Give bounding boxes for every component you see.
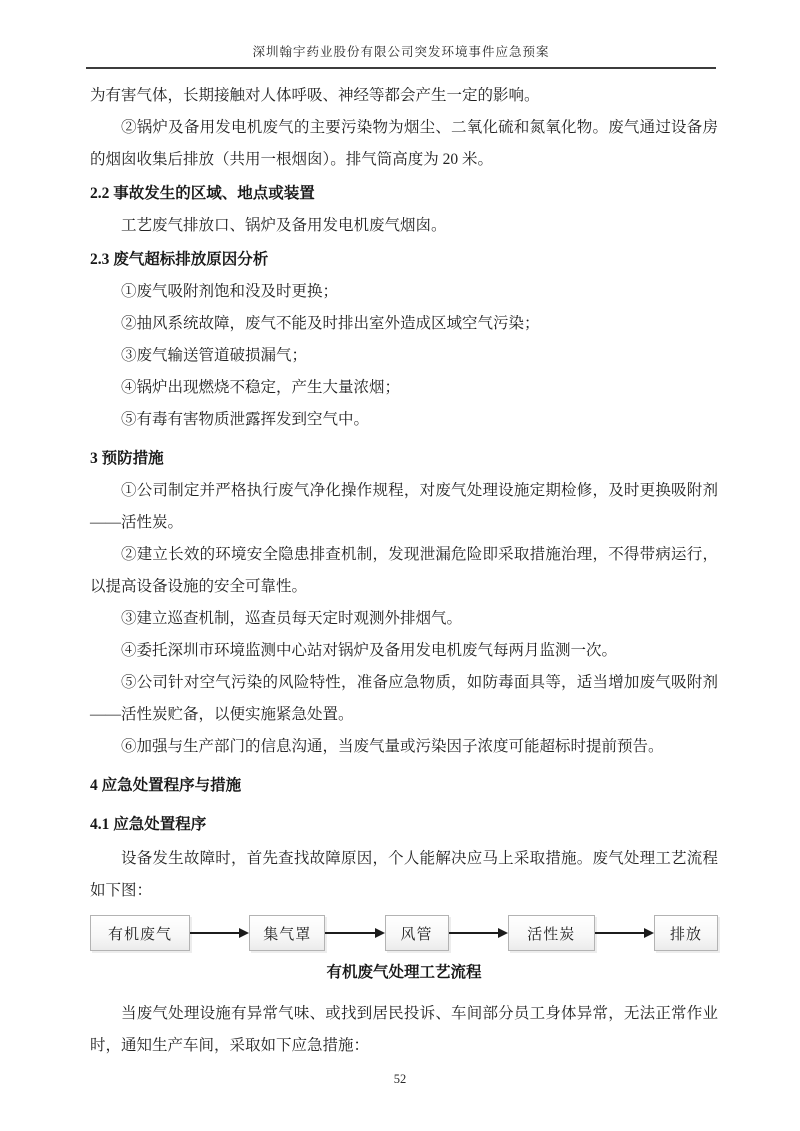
page-number: 52 bbox=[393, 1072, 407, 1086]
list-item: ②抽风系统故障，废气不能及时排出室外造成区域空气污染； bbox=[121, 315, 540, 332]
list-item: ③建立巡查机制，巡查员每天定时观测外排烟气。 bbox=[121, 610, 463, 627]
cause-list bbox=[90, 276, 718, 436]
heading-2-2: 2.2 事故发生的区域、地点或装置 bbox=[90, 185, 315, 202]
paragraph-4-1: 设备发生故障时，首先查找故障原因，个人能解决应马上采取措施。废气处理工艺流程如下图： bbox=[90, 850, 718, 899]
flow-diagram-caption: 有机废气处理工艺流程 bbox=[326, 964, 482, 981]
paragraph-final: 当废气处理设施有异常气味、或找到居民投诉、车间部分员工身体异常，无法正常作业时，通知生产车间，采取如下应急措施： bbox=[90, 1005, 718, 1054]
flow-arrow-icon bbox=[595, 928, 654, 938]
list-item: ④委托深圳市环境监测中心站对锅炉及备用发电机废气每两月监测一次。 bbox=[121, 642, 618, 659]
heading-4: 4 应急处置程序与措施 bbox=[90, 777, 242, 794]
flow-step-box: 排放 bbox=[654, 915, 718, 951]
heading-4-1: 4.1 应急处置程序 bbox=[90, 816, 207, 833]
list-item: ⑤有毒有害物质泄露挥发到空气中。 bbox=[121, 411, 370, 428]
list-item: ②建立长效的环境安全隐患排查机制，发现泄漏危险即采取措施治理，不得带病运行，以提高设备设施的安全可靠性。 bbox=[90, 546, 718, 595]
flow-step-box: 风管 bbox=[385, 915, 449, 951]
prevention-list bbox=[90, 475, 718, 763]
flow-step-box: 活性炭 bbox=[508, 915, 595, 951]
running-header bbox=[86, 0, 716, 69]
heading-3: 3 预防措施 bbox=[90, 450, 164, 467]
flow-arrow-icon bbox=[449, 928, 508, 938]
list-item: ⑥加强与生产部门的信息沟通，当废气量或污染因子浓度可能超标时提前预告。 bbox=[121, 738, 664, 755]
flow-step-box: 集气罩 bbox=[249, 915, 325, 951]
list-item: ①废气吸附剂饱和没及时更换； bbox=[121, 283, 339, 300]
document-title: 深圳翰宇药业股份有限公司突发环境事件应急预案 bbox=[252, 45, 550, 59]
document-body bbox=[0, 80, 800, 1062]
flow-step-box: 有机废气 bbox=[90, 915, 190, 951]
list-item: ①公司制定并严格执行废气净化操作规程，对废气处理设施定期检修，及时更换吸附剂——活性炭。 bbox=[90, 482, 718, 531]
heading-2-3: 2.3 废气超标排放原因分析 bbox=[90, 251, 269, 268]
paragraph-2-2: 工艺废气排放口、锅炉及备用发电机废气烟囱。 bbox=[121, 217, 447, 234]
list-item: ⑤公司针对空气污染的风险特性，准备应急物质，如防毒面具等，适当增加废气吸附剂——活性炭贮备，以便实施紧急处置。 bbox=[90, 674, 718, 723]
flow-arrow-icon bbox=[190, 928, 249, 938]
list-item: ③废气输送管道破损漏气； bbox=[121, 347, 308, 364]
process-flow-diagram bbox=[90, 914, 718, 952]
page-footer bbox=[0, 1072, 800, 1087]
paragraph-continuation: 为有害气体，长期接触对人体呼吸、神经等都会产生一定的影响。 bbox=[90, 87, 540, 104]
paragraph-boiler-exhaust: ②锅炉及备用发电机废气的主要污染物为烟尘、二氧化硫和氮氧化物。废气通过设备房的烟囱收集后排放（共用一根烟囱）。排气筒高度为 20 米。 bbox=[90, 119, 718, 168]
list-item: ④锅炉出现燃烧不稳定，产生大量浓烟； bbox=[121, 379, 401, 396]
flow-arrow-icon bbox=[325, 928, 384, 938]
